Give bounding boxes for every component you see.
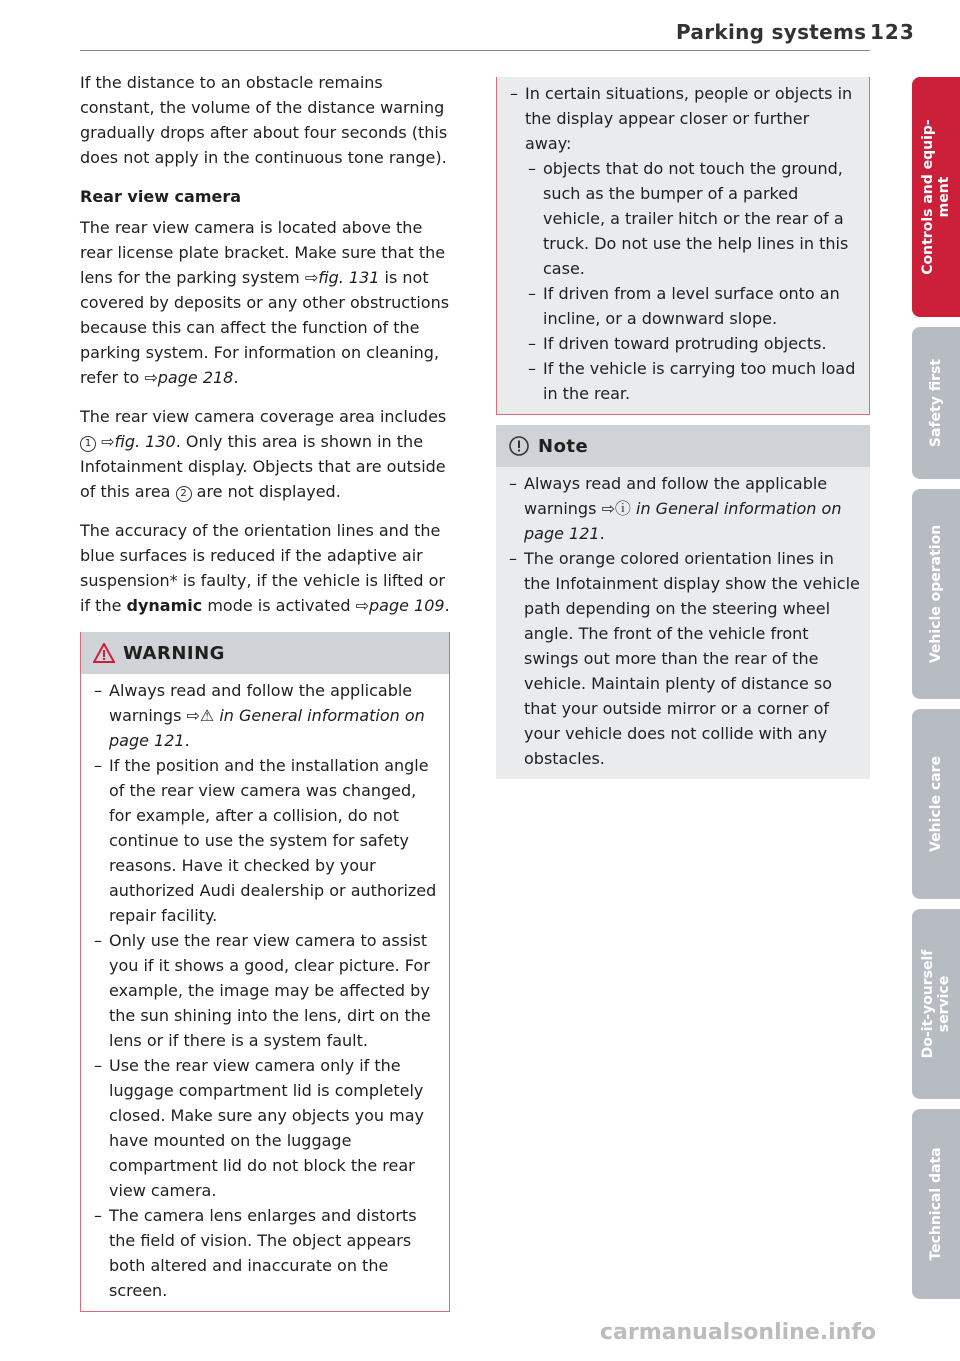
- tab-vehicle-operation[interactable]: Vehicle operation: [912, 489, 960, 699]
- tab-controls-and-equipment[interactable]: Controls and equip- ment: [912, 77, 960, 317]
- page-218-link[interactable]: page 218: [157, 368, 234, 387]
- tab-technical-data[interactable]: Technical data: [912, 1109, 960, 1299]
- fig-131-link[interactable]: fig. 131: [318, 268, 380, 287]
- paragraph-accuracy: The accuracy of the orientation lines and the blue surfaces is reduced if the adaptive air suspension* is faulty, if the vehicle is lifted or if the dynamic mode is activated ⇨page 109.: [80, 521, 450, 615]
- arrow-ref-icon: ⇨: [355, 596, 370, 615]
- note-header: [496, 425, 870, 467]
- warning-title: WARNING: [123, 642, 225, 664]
- list-item: – Only use the rear view camera to assist you if it shows a good, clear picture. For example, the image may be affected by the sun shining into the lens, dirt on the lens or if there is a system fault.: [91, 928, 439, 1053]
- tab-vehicle-care[interactable]: Vehicle care: [912, 709, 960, 899]
- heading-rear-view-camera: Rear view camera: [80, 187, 242, 206]
- page-121-link[interactable]: in General information on page 121: [109, 706, 425, 750]
- list-item: – In certain situations, people or objects in the display appear closer or further away: – objects that do not touch the ground, such as the bumper of a parked vehicle, a trailer hitch or the rear of a truck. Do not use the help lines in this case. – If driven from a level surface onto an incline, or a downward slope. – If driven toward protruding objects. – If the vehicle is carrying too much load in the rear.: [507, 81, 859, 406]
- note-body: [496, 467, 870, 779]
- chapter-tabs: [912, 77, 960, 1309]
- warning-list: [91, 678, 439, 1303]
- paragraph-camera-location: The rear view camera is located above the rear license plate bracket. Make sure that the lens for the parking system ⇨fig. 131 is not covered by deposits or any other obstructions because this can affect the function of the parking system. For information on cleaning, refer to ⇨page 218.: [80, 218, 450, 387]
- note-list: [506, 471, 860, 771]
- arrow-ref-icon: ⇨: [144, 368, 158, 387]
- warning-box: [80, 632, 450, 1312]
- note-title: Note: [538, 435, 589, 457]
- callout-2: 2: [176, 486, 192, 502]
- right-column: [496, 77, 870, 779]
- note-small-icon: ⓘ: [614, 499, 636, 518]
- paragraph-coverage-area: The rear view camera coverage area includes 1 ⇨fig. 130. Only this area is shown in the Infotainment display. Objects that are outside of this area 2 are not displayed.: [80, 407, 447, 501]
- warning-header: [81, 632, 449, 674]
- sub-list-item: – If driven toward protruding objects.: [525, 331, 859, 356]
- warning-triangle-icon: [93, 643, 115, 663]
- arrow-ref-icon: ⇨: [304, 268, 319, 287]
- note-circle-icon: [508, 435, 530, 457]
- warning-small-icon: ⚠: [199, 706, 220, 725]
- page-number: 123: [870, 20, 915, 44]
- list-item: – Use the rear view camera only if the luggage compartment lid is completely closed. Make sure any objects you may have mounted on the luggage compartment lid do not block the rear view camera.: [91, 1053, 439, 1203]
- paragraph-distance-warning: If the distance to an obstacle remains constant, the volume of the distance warning gradually drops after about four seconds (this does not apply in the continuous tone range).: [80, 73, 448, 167]
- header-rule: [80, 50, 870, 51]
- arrow-ref-icon: ⇨: [101, 432, 115, 451]
- tab-do-it-yourself-service[interactable]: Do-it-yourself service: [912, 909, 960, 1099]
- sub-list-item: – If driven from a level surface onto an incline, or a downward slope.: [525, 281, 859, 331]
- continuation-list: [507, 81, 859, 406]
- tab-safety-first[interactable]: Safety first: [912, 327, 960, 479]
- page-121-link[interactable]: in General information on page 121: [524, 499, 842, 543]
- fig-130-link[interactable]: fig. 130: [114, 432, 176, 451]
- warning-continuation-box: [496, 77, 870, 415]
- sub-list-item: – If the vehicle is carrying too much load in the rear.: [525, 356, 859, 406]
- arrow-ref-icon: ⇨: [601, 499, 615, 518]
- arrow-ref-icon: ⇨: [186, 706, 200, 725]
- watermark-url: carmanualsonline.info: [600, 1320, 876, 1345]
- note-box: [496, 425, 870, 779]
- page-109-link[interactable]: page 109: [369, 596, 445, 615]
- list-item: – If the position and the installation angle of the rear view camera was changed, for example, after a collision, do not continue to use the system for safety reasons. Have it checked by your authorized Audi dealership or authorized repair facility.: [91, 753, 439, 928]
- list-item: – The camera lens enlarges and distorts the field of vision. The object appears both altered and inaccurate on the screen.: [91, 1203, 439, 1303]
- sub-list-item: – objects that do not touch the ground, such as the bumper of a parked vehicle, a trailer hitch or the rear of a truck. Do not use the help lines in this case.: [525, 156, 859, 281]
- section-title: Parking systems: [676, 20, 867, 44]
- list-item: – Always read and follow the applicable warnings ⇨⚠ in General information on page 121.: [91, 678, 439, 753]
- warning-body: [81, 674, 449, 1311]
- list-item: – The orange colored orientation lines in the Infotainment display show the vehicle path depending on the steering wheel angle. The front of the vehicle front swings out more than the rear of the vehicle. Maintain plenty of distance so that your outside mirror or a corner of your vehicle does not collide with any obstacles.: [506, 546, 860, 771]
- sub-list: [525, 156, 859, 406]
- callout-1: 1: [80, 436, 96, 452]
- list-item: – Always read and follow the applicable warnings ⇨ⓘ in General information on page 121.: [506, 471, 860, 546]
- left-column: [80, 70, 450, 1312]
